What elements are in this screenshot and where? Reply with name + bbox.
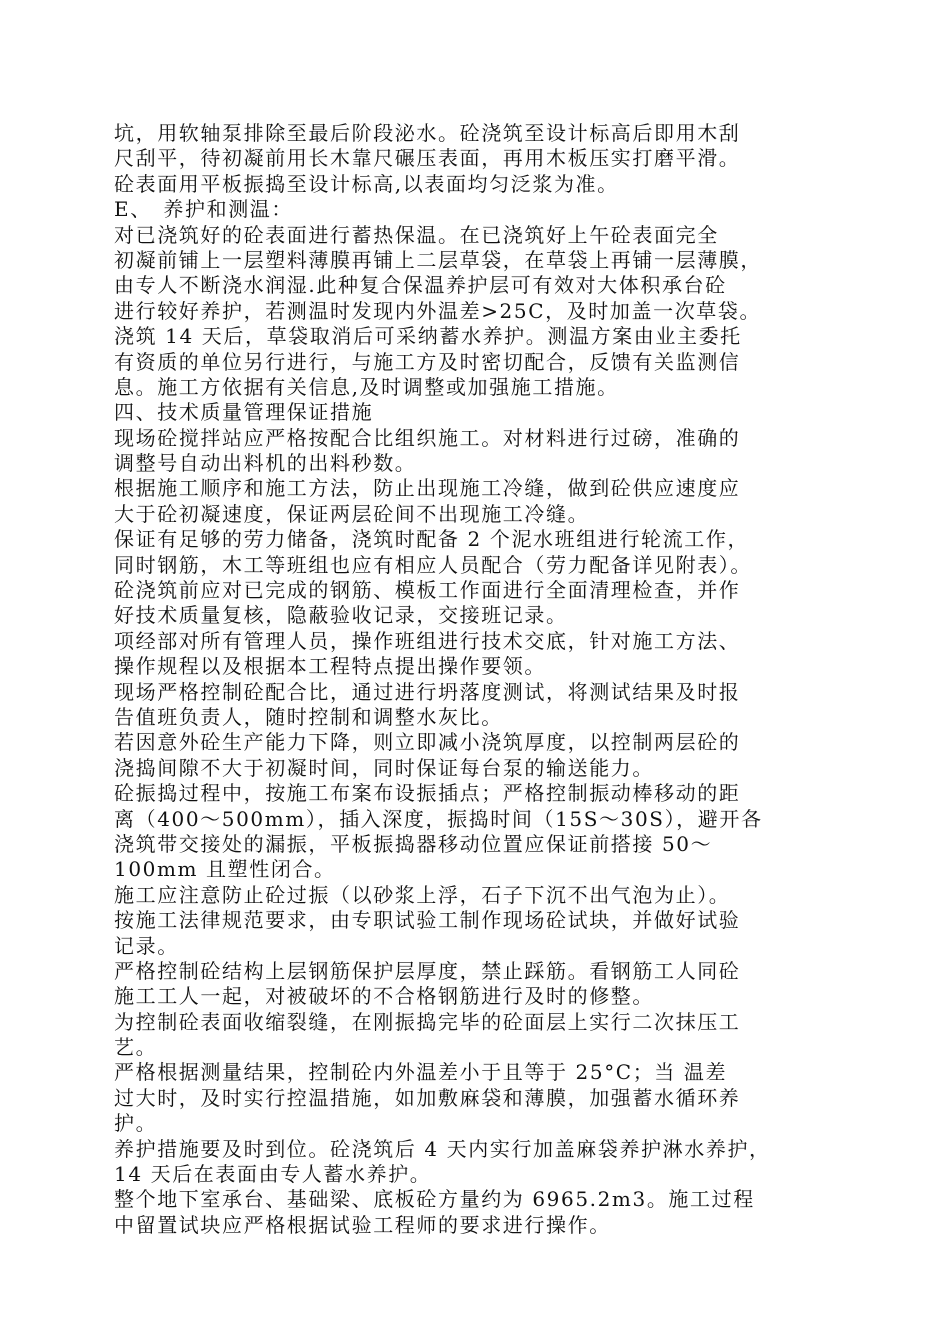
text-line: 整个地下室承台、基础梁、底板砼方量约为 6965.2m3。施工过程 — [114, 1187, 755, 1212]
text-line: 好技术质量复核，隐蔽验收记录，交接班记录。 — [114, 603, 568, 628]
text-line: 大于砼初凝速度，保证两层砼间不出现施工冷缝。 — [114, 501, 590, 526]
text-line: 对已浇筑好的砼表面进行蓄热保温。在已浇筑好上午砼表面完全 — [114, 222, 719, 247]
text-line: 告值班负责人，随时控制和调整水灰比。 — [114, 704, 503, 729]
text-line: 砼振捣过程中，按施工布案布设振插点；严格控制振动棒移动的距 — [114, 781, 741, 806]
text-line: 保证有足够的劳力储备，浇筑时配备 2 个泥水班组进行轮流工作， — [114, 527, 750, 552]
section-heading: 四、技术质量管理保证措施 — [114, 400, 374, 425]
text-line: 浇筑带交接处的漏振，平板振捣器移动位置应保证前搭接 50～ — [114, 831, 713, 856]
text-line: 进行较好养护，若测温时发现内外温差>25C，及时加盖一次草袋。 — [114, 298, 762, 323]
text-line: 为控制砼表面收缩裂缝，在刚振捣完毕的砼面层上实行二次抹压工 — [114, 1009, 741, 1034]
section-heading: E、 养护和测温： — [114, 197, 293, 222]
text-line: 若因意外砼生产能力下降，则立即减小浇筑厚度，以控制两层砼的 — [114, 730, 741, 755]
text-line: 养护措施要及时到位。砼浇筑后 4 天内实行加盖麻袋养护淋水养护， — [114, 1136, 771, 1161]
text-line: 浇捣间隙不大于初凝时间，同时保证每台泵的输送能力。 — [114, 755, 654, 780]
text-line: 14 天后在表面由专人蓄水养护。 — [114, 1162, 432, 1187]
text-line: 有资质的单位另行进行，与施工方及时密切配合，反馈有关监测信 — [114, 349, 741, 374]
text-line: 中留置试块应严格根据试验工程师的要求进行操作。 — [114, 1212, 611, 1237]
text-line: 项经部对所有管理人员，操作班组进行技术交底，针对施工方法、 — [114, 628, 741, 653]
text-line: 操作规程以及根据本工程特点提出操作要领。 — [114, 654, 546, 679]
text-line: 严格根据测量结果，控制砼内外温差小于且等于 25°C；当 温差 — [114, 1060, 728, 1085]
text-line: 离（400～500mm），插入深度，振捣时间（15S～30S），避开各 — [114, 806, 763, 831]
text-line: 艺。 — [114, 1035, 158, 1060]
text-line: 砼表面用平板振捣至设计标高,以表面均匀泛浆为准。 — [114, 171, 619, 196]
text-line: 尺刮平，待初凝前用长木靠尺碾压表面，再用木板压实打磨平滑。 — [114, 146, 741, 171]
text-line: 初凝前铺上一层塑料薄膜再铺上二层草袋，在草袋上再铺一层薄膜， — [114, 247, 762, 272]
text-line: 过大时，及时实行控温措施，如加敷麻袋和薄膜，加强蓄水循环养 — [114, 1085, 741, 1110]
text-line: 砼浇筑前应对已完成的钢筋、模板工作面进行全面清理检查，并作 — [114, 578, 741, 603]
text-line: 现场严格控制砼配合比，通过进行坍落度测试，将测试结果及时报 — [114, 679, 741, 704]
text-line: 同时钢筋，木工等班组也应有相应人员配合（劳力配备详见附表）。 — [114, 552, 752, 577]
text-line: 严格控制砼结构上层钢筋保护层厚度，禁止踩筋。看钢筋工人同砼 — [114, 958, 741, 983]
text-line: 施工工人一起，对被破坏的不合格钢筋进行及时的修整。 — [114, 984, 654, 1009]
text-line: 按施工法律规范要求，由专职试验工制作现场砼试块，并做好试验 — [114, 908, 741, 933]
document-body — [114, 121, 839, 1238]
text-line: 护。 — [114, 1111, 158, 1136]
text-line: 施工应注意防止砼过振（以砂浆上浮，石子下沉不出气泡为止）。 — [114, 882, 731, 907]
text-line: 现场砼搅拌站应严格按配合比组织施工。对材料进行过磅，准确的 — [114, 425, 741, 450]
text-line: 记录。 — [114, 933, 179, 958]
text-line: 浇筑 14 天后，草袋取消后可采纳蓄水养护。测温方案由业主委托 — [114, 324, 742, 349]
text-line: 100mm 且塑性闭合。 — [114, 857, 336, 882]
text-line: 由专人不断浇水润湿.此种复合保温养护层可有效对大体积承台砼 — [114, 273, 727, 298]
text-line: 调整号自动出料机的出料秒数。 — [114, 451, 417, 476]
text-line: 根据施工顺序和施工方法，防止出现施工冷缝，做到砼供应速度应 — [114, 476, 741, 501]
text-line: 息。施工方依据有关信息,及时调整或加强施工措施。 — [114, 374, 619, 399]
text-line: 坑，用软轴泵排除至最后阶段泌水。砼浇筑至设计标高后即用木刮 — [114, 121, 741, 145]
